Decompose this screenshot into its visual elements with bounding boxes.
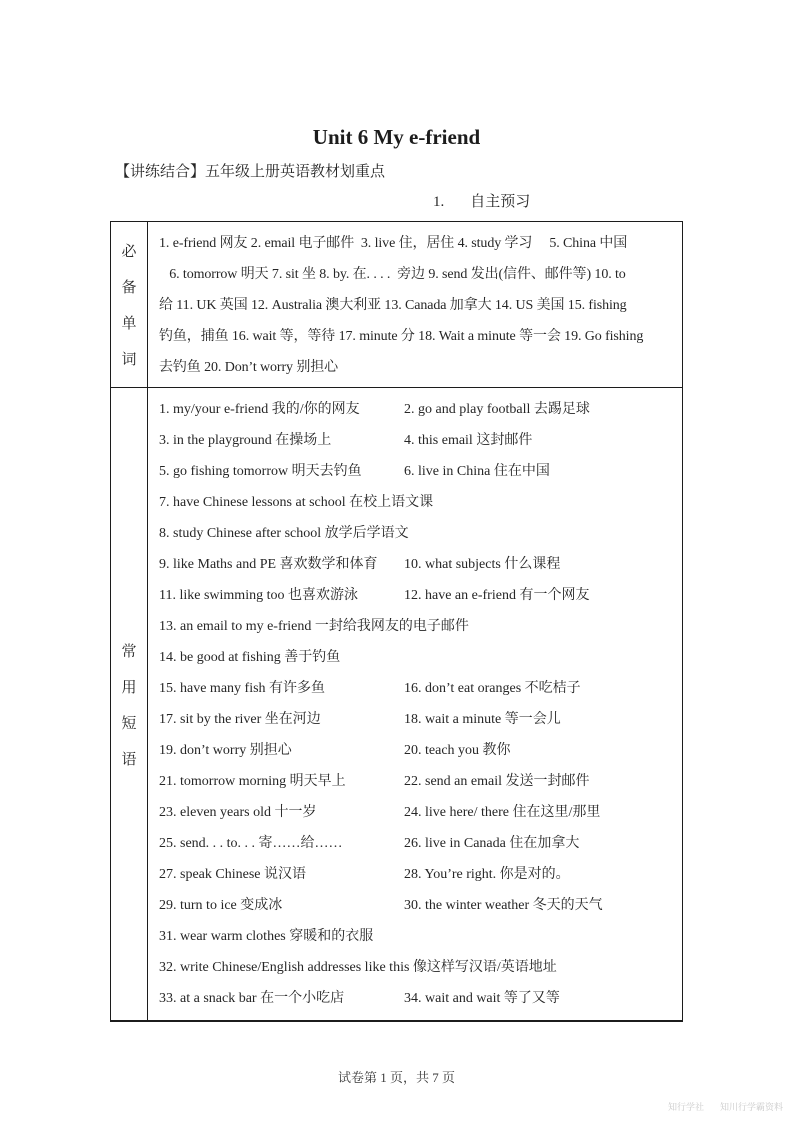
phrase-line <box>159 673 674 704</box>
phrase-left: 5. go fishing tomorrow 明天去钓鱼 <box>159 464 362 479</box>
phrase-left: 31. wear warm clothes 穿暖和的衣服 <box>159 929 374 944</box>
section-number: 1. <box>433 194 445 210</box>
word-line: 1. e-friend 网友 2. email 电子邮件 3. live 住，居住 4. study 学习 5. China 中国 <box>159 236 628 251</box>
phrase-line <box>159 735 674 766</box>
phrase-left: 29. turn to ice 变成冰 <box>159 898 283 913</box>
row-content-words <box>148 222 682 387</box>
phrase-left: 8. study Chinese after school 放学后学语文 <box>159 526 409 541</box>
phrase-line <box>159 890 674 921</box>
phrase-right: 26. live in Canada 住在加拿大 <box>404 836 580 851</box>
row-header-char: 语 <box>121 751 137 768</box>
phrase-left: 13. an email to my e-friend 一封给我网友的电子邮件 <box>159 619 469 634</box>
phrase-right: 34. wait and wait 等了又等 <box>404 991 560 1006</box>
phrase-right: 28. You’re right. 你是对的。 <box>404 867 570 882</box>
phrase-left: 33. at a snack bar 在一个小吃店 <box>159 991 345 1006</box>
phrase-line <box>159 580 674 611</box>
phrase-line <box>159 487 674 518</box>
phrase-line <box>159 797 674 828</box>
phrase-left: 11. like swimming too 也喜欢游泳 <box>159 588 358 603</box>
watermark-right: 知川行学霸资料 <box>719 1102 783 1112</box>
row-header-char: 词 <box>121 352 137 368</box>
page-footer: 试卷第 1 页，共 7 页 <box>337 1070 455 1085</box>
phrase-right: 4. this email 这封邮件 <box>404 433 533 448</box>
watermark-left: 知行学社 <box>667 1102 704 1112</box>
phrase-line <box>159 642 674 673</box>
phrase-line <box>159 766 674 797</box>
phrase-right: 30. the winter weather 冬天的天气 <box>404 898 603 913</box>
phrase-left: 19. don’t worry 别担心 <box>159 743 292 758</box>
word-line: 去钓鱼 20. Don’t worry 别担心 <box>159 360 339 375</box>
phrase-left: 15. have many fish 有许多鱼 <box>159 681 326 696</box>
page-title: Unit 6 My e-friend <box>312 125 481 149</box>
phrase-left: 32. write Chinese/English addresses like this 像这样写汉语/英语地址 <box>159 960 557 975</box>
row-content-phrases <box>148 388 682 1020</box>
phrase-right: 22. send an email 发送一封邮件 <box>404 774 590 789</box>
row-header-phrases <box>111 388 148 1020</box>
table-row-words <box>111 222 682 387</box>
phrase-right: 10. what subjects 什么课程 <box>404 557 561 572</box>
phrase-line <box>159 828 674 859</box>
phrase-line <box>159 611 674 642</box>
phrase-line <box>159 952 674 983</box>
row-header-char: 用 <box>121 679 137 696</box>
phrase-right: 12. have an e-friend 有一个网友 <box>404 588 590 603</box>
phrase-line <box>159 518 674 549</box>
phrase-left: 23. eleven years old 十一岁 <box>159 805 317 820</box>
phrase-line <box>159 983 674 1014</box>
doc-subtitle: 【讲练结合】五年级上册英语教材划重点 <box>115 164 386 180</box>
row-header-char: 必 <box>121 244 137 260</box>
phrase-left: 1. my/your e-friend 我的/你的网友 <box>159 402 360 417</box>
phrase-right: 16. don’t eat oranges 不吃桔子 <box>404 681 581 696</box>
phrase-right: 20. teach you 教你 <box>404 743 511 758</box>
phrase-right: 24. live here/ there 住在这里/那里 <box>404 805 601 820</box>
row-header-words <box>111 222 148 387</box>
phrase-line <box>159 921 674 952</box>
phrase-left: 21. tomorrow morning 明天早上 <box>159 774 346 789</box>
section-heading <box>433 192 530 212</box>
table-row-phrases <box>111 387 682 1020</box>
phrase-left: 7. have Chinese lessons at school 在校上语文课 <box>159 495 434 510</box>
phrase-line <box>159 425 674 456</box>
phrase-left: 25. send. . . to. . . 寄……给…… <box>159 836 343 851</box>
phrase-left: 17. sit by the river 坐在河边 <box>159 712 321 727</box>
row-header-char: 常 <box>121 643 137 660</box>
phrase-left: 3. in the playground 在操场上 <box>159 433 332 448</box>
phrase-right: 18. wait a minute 等一会儿 <box>404 712 561 727</box>
phrase-line <box>159 394 674 425</box>
phrase-left: 9. like Maths and PE 喜欢数学和体育 <box>159 557 378 572</box>
phrase-line <box>159 549 674 580</box>
section-title: 自主预习 <box>470 194 531 210</box>
phrase-line <box>159 704 674 735</box>
row-header-char: 短 <box>121 715 137 732</box>
word-line: 6. tomorrow 明天 7. sit 坐 8. by. 在. . . . 旁边 9. send 发出(信件、邮件等) 10. to <box>159 267 626 282</box>
phrase-right: 6. live in China 住在中国 <box>404 464 550 479</box>
phrase-line <box>159 859 674 890</box>
phrase-right: 2. go and play football 去踢足球 <box>404 402 590 417</box>
row-header-char: 单 <box>121 316 137 332</box>
watermark <box>668 1101 783 1113</box>
phrase-left: 27. speak Chinese 说汉语 <box>159 867 306 882</box>
phrase-left: 14. be good at fishing 善于钓鱼 <box>159 650 341 665</box>
word-line: 给 11. UK 英国 12. Australia 澳大利亚 13. Canada 加拿大 14. US 美国 15. fishing <box>159 298 627 313</box>
row-header-char: 备 <box>121 280 137 296</box>
word-line: 钓鱼，捕鱼 16. wait 等，等待 17. minute 分 18. Wait a minute 等一会 19. Go fishing <box>159 329 644 344</box>
vocab-table <box>110 221 683 1022</box>
phrase-line <box>159 456 674 487</box>
